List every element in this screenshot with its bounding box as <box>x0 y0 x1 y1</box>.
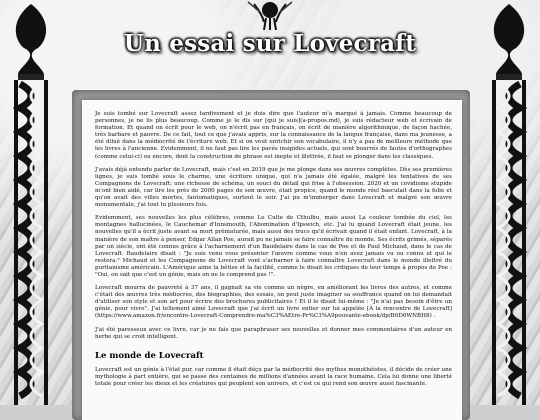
section-heading: Le monde de Lovecraft <box>95 350 204 361</box>
article-paragraph: Lovecraft mourra de pauvreté à 37 ans, il gagnait sa vie comme un nègre, en améliorant les livres des autres, et comme c'était des œuvres très médiocres, des biographies, des essais, on peut juste imaginer sa souffrance quand on lui demandait d'utiliser son style et son art pour écrire des brochures publicitaires ! Et il le disait lui-même : "Je n'ai pas besoin d'être un génie, pour vivre". J'ai tellement aimé Lovecraft que j'ai écrit un livre entier sur lui appelée [À la rencontre de Lovecraft] (https://www.amazon.fr/encontre-Lovecraft-Comprendre-ma%C3%AEtre-Pr%C3%A9pouvante-ebook/dp/B0D6WNBH8) . <box>95 285 452 320</box>
article-paragraph: Lovecraft est un génie à l'état pur, car comme il était déçu par la médiocrité des mythes monothéistes, il décide de créer une mythologie à part entière, qui se passe des centaines de millions d'années avant la race humaine. Cela lui donne une liberté totale pour créer les dieux et les créatures qui peuplent son univers, et c'est ce qui rend son œuvre aussi fascinante. <box>95 366 452 387</box>
article-paragraph: Evidemment, ses nouvelles les plus célèbres, comme Le Culte de Cthulhu, mais aussi La couleur tombée du ciel, les montagnes hallucinées, le Cauchemar d'Innsmouth, l'Abomination d'Ipswich, etc. J'ai lu quand Lovecraft était jeune, les nouvelles qu'il a écrit juste avant sa mort prématurée, mais aussi des trucs qu'il écrivait quand il était enfant. Lovecraft, à la manière de son maître à penser, Edgar Allan Poe, aurait pu ne jamais se faire connaître du monde. Ses écrits grimés, séparés par un siècle, ont été connus grâce à l'acharnement d'un Baudelaire dans le cas de Poe et de Paul Michaud, dans le cas de Lovecraft. Baudelaire disait : "Je suis venu vous présenter l'œuvre comme vous n'en avez jamais vu ou connu et qui le restera." Michaud et les Compagnons de Lovecraft vont s'acharner à faire connaître Lovecraft dans le monde illettré du puritanisme américain. L'Amérique aime la bêtise et la facilité, comme le disait les critiques de leur temps à propos de Poe : "Oui, on sait que c'est un génie, mais on ne le comprend pas !". <box>95 215 452 278</box>
article-paragraph: J'avais déjà entendu parler de Lovecraft, mais c'est en 2019 que je me plonge dans ses œuvres complètes. Dès ses premières lignes, je suis tombé sous le charme, une écriture unique, qui n'a jamais été égalée, malgré les tentatives de ses Compagnons de Lovecraft; une richesse de schéma, un souci du détail qui frise à l'obsession. 2020 et un covidisme stupide m'ont bien aidé, car lire les près de 2000 pages de son œuvre, était propice, quand le monde réel basculait dans la folie et qu'on avait des villes mortes, fantomatiques, surtout le soir. J'ai pu m'immerger dans Lovecraft et malgré son œuvre monumentale, j'ai tout lu plusieurs fois. <box>95 166 452 209</box>
article-paragraph: Je suis tombé sur Lovecraft assez tardivement et je dois dire que l'auteur m'a marqué à jamais. Comme beaucoup de personnes, je ne lis plus beaucoup. Comme je le dis sur [qui je suis](a-propos.md), je suis rédacteur web et écrivain de formation. Et quand on écrit pour le web, on n'écrit pas en français, on écrit de manière algorithmique, de façon hachée, très barbare et pauvre. De ce fait, tout ce que j'avais appris, sur la connaissance de la langue française, dans ma jeunesse, a été dilué dans la médiocrité de l'écriture web. Et si on veut enrichir son vocabulaire, il n'y a pas de meilleure méthode que les livres à l'ancienne. Evidemment, il ne faut pas lire les pavés insipides actuels, qui sont bourrés de fautes d'orthographes (comme celui-ci) ou encore, dont la construction de phrase est inepte et illettrée, il faut se plonger dans les classiques. <box>95 111 452 160</box>
page-title: Un essai sur Lovecraft <box>123 30 417 57</box>
article-paragraph: J'ai été paresseux avec ce livre, car je ne fais que paraphraser ses nouvelles et donner mes commentaires d'un auteur en herbe qui se croit intelligent. <box>95 326 452 340</box>
cthulhu-crest-icon <box>246 0 294 30</box>
spiral-pillar-right-ornament <box>478 0 540 405</box>
spiral-pillar-left-ornament <box>0 0 62 405</box>
article-content <box>82 100 462 420</box>
